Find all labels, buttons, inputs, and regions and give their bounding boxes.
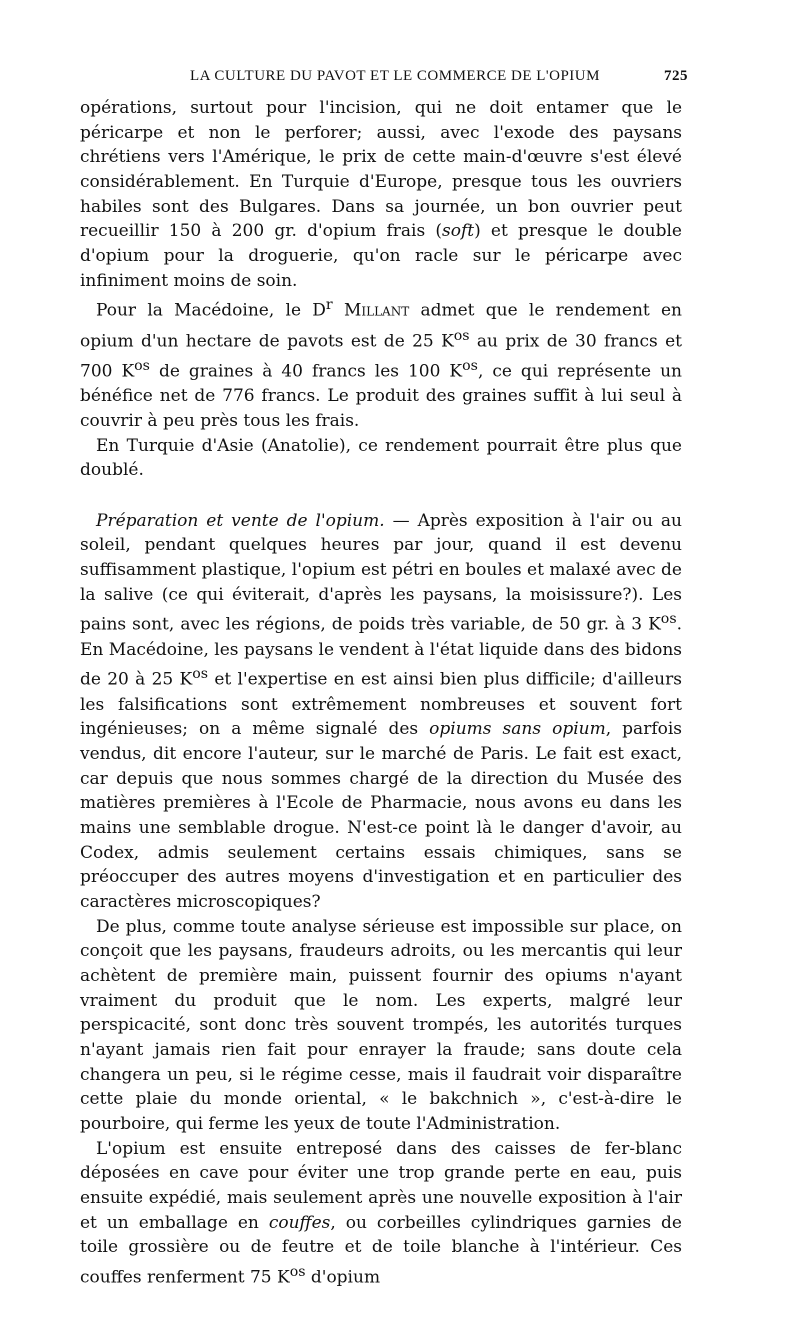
paragraph-2-text-j: , ce qui représente un bénéfice net de 776 francs. Le produit des graines suffit à lui seul à couvrir à peu près tous les frais. [80,361,682,431]
paragraph-4-text-h: , parfois vendus, dit encore l'auteur, sur le marché de Paris. Le fait est exact, car depuis que nous sommes chargé de la direction du Musée des matières premières à l'Ecole de Pharmacie, nous avons eu dans les mains une semblable drogue. N'est-ce point là le danger d'avoir, au Codex, admis seulement certains essais chimiques, sans se préoccuper des autres moyens d'investigation et en particulier des caractères microscopiques? [80,719,683,912]
paragraph-6-sup: os [289,1263,306,1280]
running-title: LA CULTURE DU PAVOT ET LE COMMERCE DE L'OPIUM [190,68,600,84]
paragraph-6-text-c: , ou corbeilles cylindriques garnies de toile grossière ou de feutre et de toile blanche à l'intérieur. Ces couffes renferment 75 K [80,1212,682,1288]
paragraph-2-sup-3: os [462,357,478,374]
paragraph-4-text-b: — Après exposition à l'air ou au soleil, pendant quelques heures par jour, quand il est devenu suffisamment plastique, l'opium est pétri en boules et malaxé avec de la salive (ce qui éviterait, d'après les paysans, la moisissure?). Les pains sont, avec les régions, de poids très variable, de 50 gr. à 3 K [80,510,682,636]
author-name: Millant [343,300,410,321]
page-body [80,96,682,1290]
paragraph-4-sup-2: os [192,666,209,683]
paragraph-1 [80,96,682,293]
paragraph-4-text-d: . En Macédoine, les paysans le vendent à l'état liquide dans des bidons de 20 à 25 K [80,615,682,691]
paragraph-5 [80,915,682,1137]
paragraph-3-text: En Turquie d'Asie (Anatolie), ce rendement pourrait être plus que doublé. [80,435,682,481]
paragraph-2-sup-2: os [134,357,150,374]
paragraph-1-text-c: ) et presque le double d'opium pour la droguerie, qu'on racle sur le péricarpe avec infiniment moins de soin. [80,221,682,291]
page-number: 725 [664,68,688,84]
paragraph-2-text-a: Pour la Macédoine, le D [96,300,326,321]
paragraph-4-italic: opiums sans opium [429,719,606,740]
paragraph-2-text-h: de graines à 40 francs les 100 K [149,361,463,382]
paragraph-2-sup-1: os [453,327,470,344]
paragraph-4-sup-1: os [660,611,677,628]
paragraph-4-text-f: et l'expertise en est ainsi bien plus difficile; d'ailleurs les falsifications sont extrêmement nombreuses et souvent fort ingénieuses; on a même signalé des [80,670,682,740]
running-header [90,68,688,90]
paragraph-1-text-a: opérations, surtout pour l'incision, qui ne doit entamer que le péricarpe et non le perforer; aussi, avec l'exode des paysans chrétiens vers l'Amérique, le prix de cette main-d'œuvre s'est élevé considérablement. En Turquie d'Europe, presque tous les ouvriers habiles sont des Bulgares. Dans sa journée, un bon ouvrier peut recueillir 150 à 200 gr. d'opium frais ( [80,98,682,242]
paragraph-4 [80,509,682,915]
paragraph-2-text-f: au prix de 30 francs et 700 K [80,331,682,382]
paragraph-2-sup-r: r [325,297,333,314]
paragraph-3 [80,434,682,483]
paragraph-1-italic-soft: soft [442,221,475,242]
paragraph-2-text-d: admet que le rendement en opium d'un hectare de pavots est de 25 K [80,300,682,352]
paragraph-6 [80,1137,682,1291]
paragraph-6-text-a: L'opium est ensuite entreposé dans des caisses de fer-blanc déposées en cave pour éviter une trop grande perte en eau, puis ensuite expédié, mais seulement après une nouvelle exposition à l'air et un emballage en [80,1138,682,1233]
paragraph-5-text: De plus, comme toute analyse sérieuse est impossible sur place, on conçoit que les paysans, fraudeurs adroits, ou les mercantis qui leur achètent de première main, puissent fournir des opiums n'ayant vraiment du produit que le nom. Les experts, malgré leur perspicacité, sont donc très souvent trompés, les autorités turques n'ayant jamais rien fait pour enrayer la fraude; sans doute cela changera un peu, si le régime cesse, mais il faudrait voir disparaître cette plaie du monde oriental, « le bakchnich », c'est-à-dire le pourboire, qui ferme les yeux de toute l'Administration. [80,916,682,1134]
paragraph-6-text-e: d'opium [305,1267,381,1288]
section-heading: Préparation et vente de l'opium. [96,510,385,531]
paragraph-2 [80,293,682,433]
paragraph-6-italic: couffes [268,1212,331,1233]
